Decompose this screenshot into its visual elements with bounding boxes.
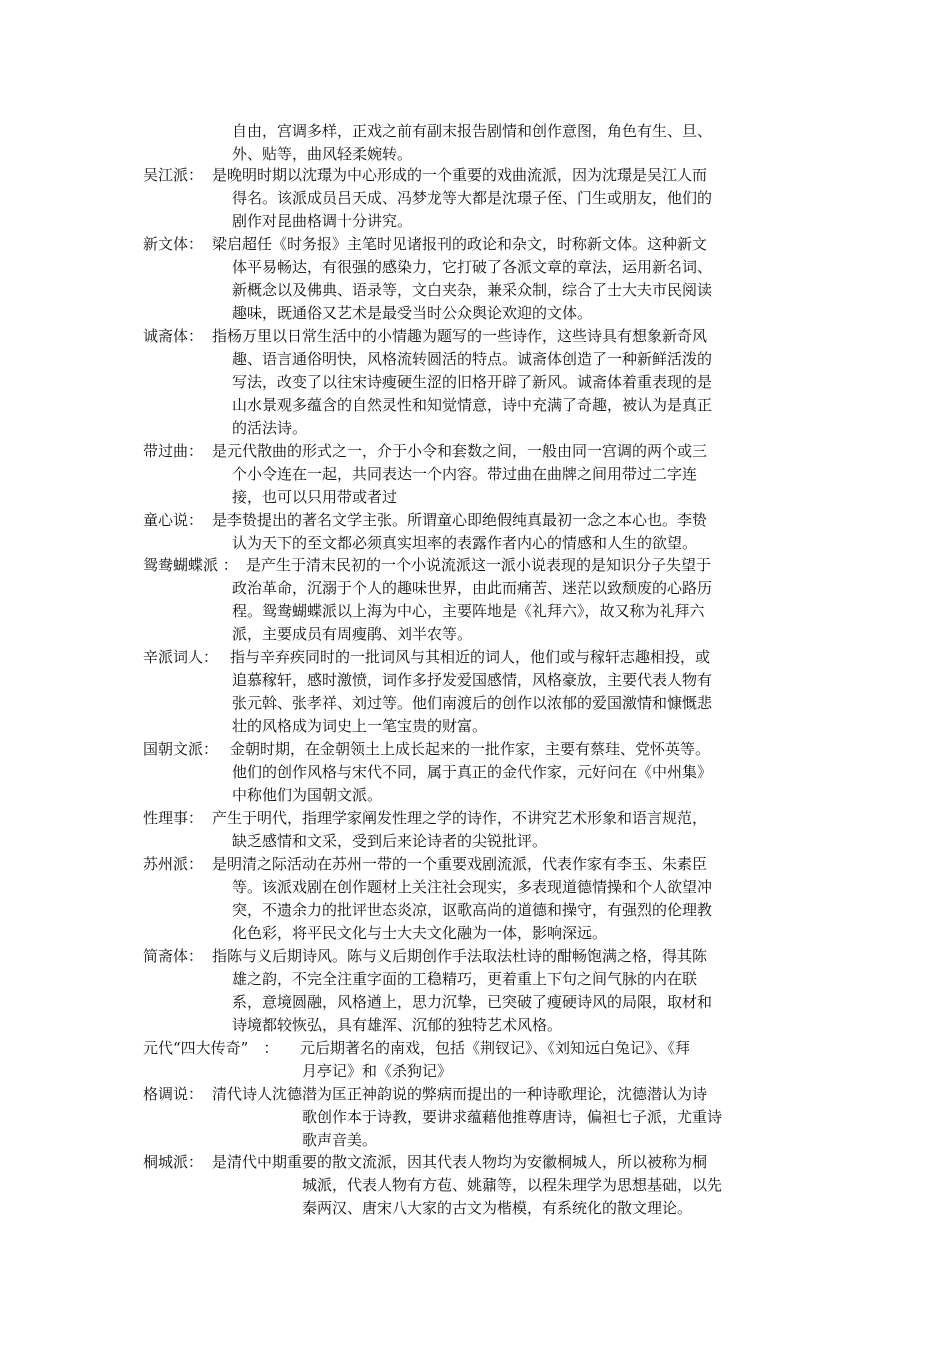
entry-line: 是元代散曲的形式之一，介于小令和套数之间，一般由同一宫调的两个或三: [212, 442, 708, 460]
entry-line: 金朝时期，在金朝领土上成长起来的一批作家，主要有蔡珪、党怀英等。: [230, 740, 711, 758]
entry-line: 元后期著名的南戏，包括《荆钗记》、《刘知远白兔记》、《拜: [300, 1039, 691, 1057]
entry-term: 带过曲：: [143, 442, 204, 460]
entry-line: 剧作对昆曲格调十分讲究。: [232, 212, 413, 230]
entry-term: 桐城派：: [143, 1153, 204, 1171]
entry-term: 苏州派：: [143, 855, 204, 873]
entry-term: 吴江派：: [143, 166, 204, 184]
entry-line: 接，也可以只用带或者过: [232, 488, 398, 506]
entry-line: 壮的风格成为词史上一笔宝贵的财富。: [232, 717, 488, 735]
entry-term: 辛派词人：: [143, 648, 219, 666]
entry-line: 诗境都较恢弘，具有雄浑、沉郁的独特艺术风格。: [232, 1016, 563, 1034]
entry-line: 是晚明时期以沈璟为中心形成的一个重要的戏曲流派，因为沈璟是吴江人而: [212, 166, 708, 184]
entry-line: 的活法诗。: [232, 419, 308, 437]
entry-line: 月亭记》和《杀狗记》: [302, 1062, 453, 1080]
entry-line: 产生于明代，指理学家阐发性理之学的诗作，不讲究艺术形象和语言规范，: [212, 809, 708, 827]
entry-line: 山水景观多蕴含的自然灵性和知觉情意，诗中充满了奇趣，被认为是真正: [232, 396, 713, 414]
entry-line: 系，意境圆融，风格遒上，思力沉挚，已突破了瘦硬诗风的局限，取材和: [232, 993, 713, 1011]
entry-line: 突，不遗余力的批评世态炎凉，讴歌高尚的道德和操守，有强烈的伦理教: [232, 901, 713, 919]
entry-line: 认为天下的至文都必须真实坦率的表露作者内心的情感和人生的欲望。: [232, 534, 698, 552]
entry-line: 歌创作本于诗教，要讲求蕴藉他推尊唐诗，偏袒七子派，尤重诗: [302, 1108, 723, 1126]
entry-line: 体平易畅达，有很强的感染力，它打破了各派文章的章法，运用新名词、: [232, 258, 713, 276]
entry-line: 写法，改变了以往宋诗瘦硬生涩的旧格开辟了新风。诚斋体着重表现的是: [232, 373, 713, 391]
entry-line: 他们的创作风格与宋代不同，属于真正的金代作家，元好问在《中州集》: [232, 763, 713, 781]
entry-term: 性理事：: [143, 809, 204, 827]
entry-line: 个小令连在一起，共同表达一个内容。带过曲在曲牌之间用带过二字连: [232, 465, 698, 483]
entry-term: 格调说：: [143, 1085, 204, 1103]
entry-line: 清代诗人沈德潜为匡正神韵说的弊病而提出的一种诗歌理论，沈德潜认为诗: [212, 1085, 708, 1103]
entry-line: 程。鸳鸯蝴蝶派以上海为中心，主要阵地是《礼拜六》，故又称为礼拜六: [232, 602, 705, 620]
entry-line: 指陈与义后期诗风。陈与义后期创作手法取法杜诗的酣畅饱满之格，得其陈: [212, 947, 708, 965]
entry-line: 是李贽提出的著名文学主张。所谓童心即绝假纯真最初一念之本心也。李贽: [212, 511, 708, 529]
entry-line: 政治革命，沉溺于个人的趣味世界，由此而痛苦、迷茫以致颓废的心路历: [232, 579, 713, 597]
entry-line: 派，主要成员有周瘦鹃、刘半农等。: [232, 625, 473, 643]
entry-line: 雄之韵，不完全注重字面的工稳精巧，更着重上下句之间气脉的内在联: [232, 970, 698, 988]
entry-line: 追慕稼轩，感时激愤，词作多抒发爱国感情，风格豪放，主要代表人物有: [232, 671, 713, 689]
entry-line: 自由，宫调多样，正戏之前有副末报告剧情和创作意图，角色有生、旦、: [232, 122, 713, 140]
entry-term: 元代“四大传奇” ：: [143, 1039, 279, 1057]
entry-term: 简斋体：: [143, 947, 204, 965]
entry-line: 指杨万里以日常生活中的小情趣为题写的一些诗作，这些诗具有想象新奇风: [212, 327, 708, 345]
entry-line: 化色彩，将平民文化与士大夫文化融为一体，影响深远。: [232, 924, 608, 942]
entry-line: 趣、语言通俗明快，风格流转圆活的特点。诚斋体创造了一种新鲜活泼的: [232, 350, 713, 368]
entry-line: 是产生于清末民初的一个小说流派这一派小说表现的是知识分子失望于: [246, 556, 712, 574]
entry-line: 得名。该派成员吕天成、冯梦龙等大都是沈璟子侄、门生或朋友，他们的: [232, 189, 713, 207]
entry-line: 指与辛弃疾同时的一批词风与其相近的词人，他们或与稼轩志趣相投，或: [230, 648, 711, 666]
entry-line: 中称他们为国朝文派。: [232, 786, 383, 804]
entry-line: 城派，代表人物有方苞、姚鼐等，以程朱理学为思想基础，以先: [302, 1176, 723, 1194]
entry-term: 童心说：: [143, 511, 204, 529]
entry-line: 是清代中期重要的散文流派，因其代表人物均为安徽桐城人，所以被称为桐: [212, 1153, 708, 1171]
entry-term: 新文体：: [143, 235, 204, 253]
entry-line: 外、贴等，曲风轻柔婉转。: [232, 145, 413, 163]
entry-line: 歌声音美。: [302, 1131, 378, 1149]
entry-term: 鸳鸯蝴蝶派 ：: [143, 556, 238, 574]
entry-line: 新概念以及佛典、语录等，文白夹杂，兼采众制，综合了士大夫市民阅读: [232, 281, 713, 299]
entry-line: 等。该派戏剧在创作题材上关注社会现实，多表现道德情操和个人欲望冲: [232, 878, 713, 896]
entry-line: 秦两汉、唐宋八大家的古文为楷模，有系统化的散文理论。: [302, 1199, 693, 1217]
entry-term: 诚斋体：: [143, 327, 204, 345]
entry-line: 趣味，既通俗又艺术是最受当时公众舆论欢迎的文体。: [232, 304, 593, 322]
entry-term: 国朝文派：: [143, 740, 219, 758]
entry-line: 是明清之际活动在苏州一带的一个重要戏剧流派，代表作家有李玉、朱素臣: [212, 855, 708, 873]
entry-line: 梁启超任《时务报》主笔时见诸报刊的政论和杂文，时称新文体。这种新文: [212, 235, 708, 253]
entry-line: 缺乏感情和文采，受到后来论诗者的尖锐批评。: [232, 832, 548, 850]
entry-line: 张元斡、张孝祥、刘过等。他们南渡后的创作以浓郁的爱国激情和慷慨悲: [232, 694, 713, 712]
